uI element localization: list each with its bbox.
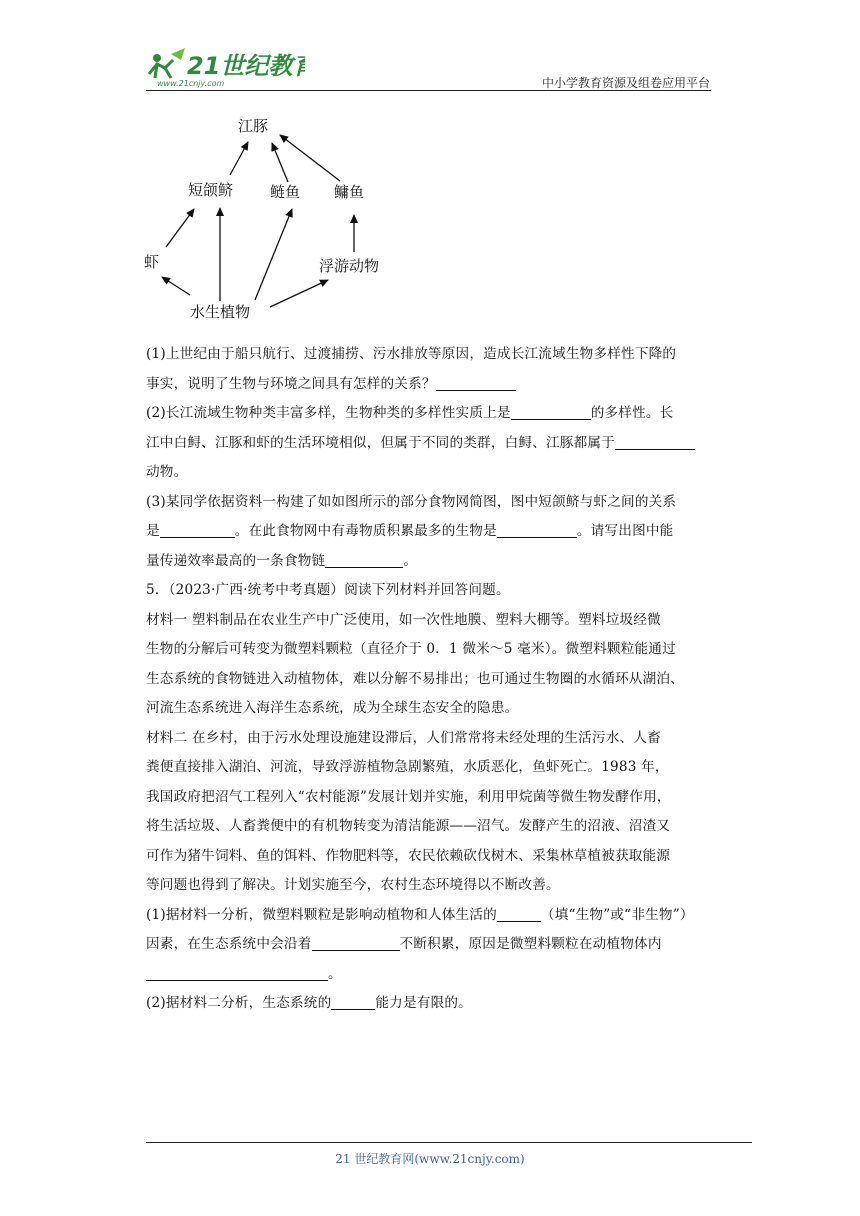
- answer-blank[interactable]: [312, 934, 400, 951]
- material-1-line-2: 生物的分解后可转变为微塑料颗粒（直径介于 0．1 微米～5 毫米）。微塑料颗粒能通过: [146, 641, 676, 657]
- answer-blank[interactable]: [160, 521, 235, 538]
- arrow-shuisheng-to-lianyu: [255, 209, 292, 300]
- q3-line-3: 量传递效率最高的一条食物链 。: [146, 552, 418, 569]
- q2-line-2: 江中白鲟、江豚和虾的生活环境相似，但属于不同的类群，白鲟、江豚都属于: [146, 429, 714, 459]
- material-2-line-4: 将生活垃圾、人畜粪便中的有机物转变为清洁能源——沼气。发酵产生的沼液、沼渣又: [146, 818, 671, 834]
- arrow-duanhejiao-to-jiangtun: [230, 142, 248, 175]
- q1-line-2: 事实，说明了生物与环境之间具有怎样的关系？: [146, 370, 714, 400]
- platform-name: 中小学教育资源及组卷应用平台: [541, 76, 710, 90]
- question-5-title: 5．（2023·广西·统考中考真题）阅读下列材料并回答问题。: [146, 582, 510, 598]
- sub-q1-line-3: 。: [146, 960, 714, 990]
- material-1-line-1: 材料一 塑料制品在农业生产中广泛使用，如一次性地膜、塑料大棚等。塑料垃圾经微: [146, 611, 661, 628]
- material-1-line-3: 生态系统的食物链进入动植物体，难以分解不易排出；也可通过生物圈的水循环从湖泊、: [146, 670, 684, 687]
- q3-line-1: (3)某同学依据资料一构建了如如图所示的部分食物网简图，图中短颌鲚与虾之间的关系: [146, 493, 677, 510]
- answer-blank[interactable]: [511, 403, 591, 420]
- answer-blank[interactable]: [436, 374, 516, 391]
- food-web-diagram: [130, 105, 410, 330]
- material-2-line-2: 粪便直接排入湖泊、河流，导致浮游植物急剧繁殖，水质恶化，鱼虾死亡。1983 年，: [146, 759, 669, 775]
- arrow-lianyu-to-jiangtun: [272, 143, 288, 182]
- node-lianyu: 鲢鱼: [270, 183, 301, 201]
- material-2-line-5: 可作为猪牛饲料、鱼的饵料、作物肥料等，农民依赖砍伐树木、采集林草植被获取能源: [146, 847, 671, 864]
- header-divider: [146, 90, 711, 91]
- material-2-line-1: 材料二 在乡村，由于污水处理设施建设滞后，人们常常将未经处理的生活污水、人畜: [146, 729, 661, 746]
- q1-line-1: (1)上世纪由于船只航行、过渡捕捞、污水排放等原因，造成长江流域生物多样性下降的: [146, 346, 677, 362]
- arrow-xia-to-duanhejiao: [166, 209, 194, 247]
- node-duanhejiao: 短颌鲚: [188, 181, 234, 199]
- logo-text: 21世纪教育: [187, 52, 305, 80]
- arrow-yongyu-to-jiangtun: [280, 135, 340, 181]
- answer-blank[interactable]: [325, 551, 403, 568]
- question-content: [146, 340, 714, 1019]
- footer-divider: [146, 1142, 752, 1143]
- node-yongyu: 鳙鱼: [334, 183, 365, 201]
- node-jiangtun: 江豚: [238, 117, 269, 135]
- q2-line-1: (2)长江流域生物种类丰富多样，生物种类的多样性实质上是 的多样性。长: [146, 405, 674, 421]
- material-2-line-6: 等问题也得到了解决。计划实施至今，农村生态环境得以不断改善。: [146, 877, 560, 893]
- answer-blank[interactable]: [497, 521, 577, 538]
- answer-blank[interactable]: [497, 905, 541, 922]
- material-2-line-3: 我国政府把沼气工程列入“农村能源”发展计划并实施，利用甲烷菌等微生物发酵作用，: [146, 788, 671, 805]
- arrow-shuisheng-to-fuyou: [270, 280, 328, 307]
- sub-q2-line-1: (2)据材料二分析，生态系统的 能力是有限的。: [146, 995, 472, 1011]
- runner-logo-icon: [149, 48, 185, 78]
- q2-line-3: 动物。: [146, 464, 188, 480]
- node-xia: 虾: [144, 253, 160, 271]
- node-shuisheng: 水生植物: [190, 303, 251, 321]
- arrow-shuisheng-to-xia: [162, 277, 190, 295]
- answer-blank[interactable]: [615, 433, 695, 450]
- material-1-line-4: 河流生态系统进入海洋生态系统，成为全球生态安全的隐患。: [146, 700, 519, 716]
- answer-blank[interactable]: [331, 993, 375, 1010]
- sub-q1-line-2: 因素，在生态系统中会沿着 不断积累，原因是微塑料颗粒在动植物体内: [146, 936, 662, 952]
- site-logo: [145, 44, 305, 90]
- logo-url: www.21cnjy.com: [157, 79, 225, 88]
- node-fuyou: 浮游动物: [319, 257, 380, 275]
- sub-q1-line-1: (1)据材料一分析，微塑料颗粒是影响动植物和人体生活的 （填“生物”或“非生物”）: [146, 906, 694, 923]
- q3-line-2: 是 。在此食物网中有毒物质积累最多的生物是 。请写出图中能: [146, 523, 674, 539]
- answer-blank[interactable]: [146, 964, 328, 981]
- footer-link[interactable]: 21 世纪教育网(www.21cnjy.com): [335, 1152, 525, 1166]
